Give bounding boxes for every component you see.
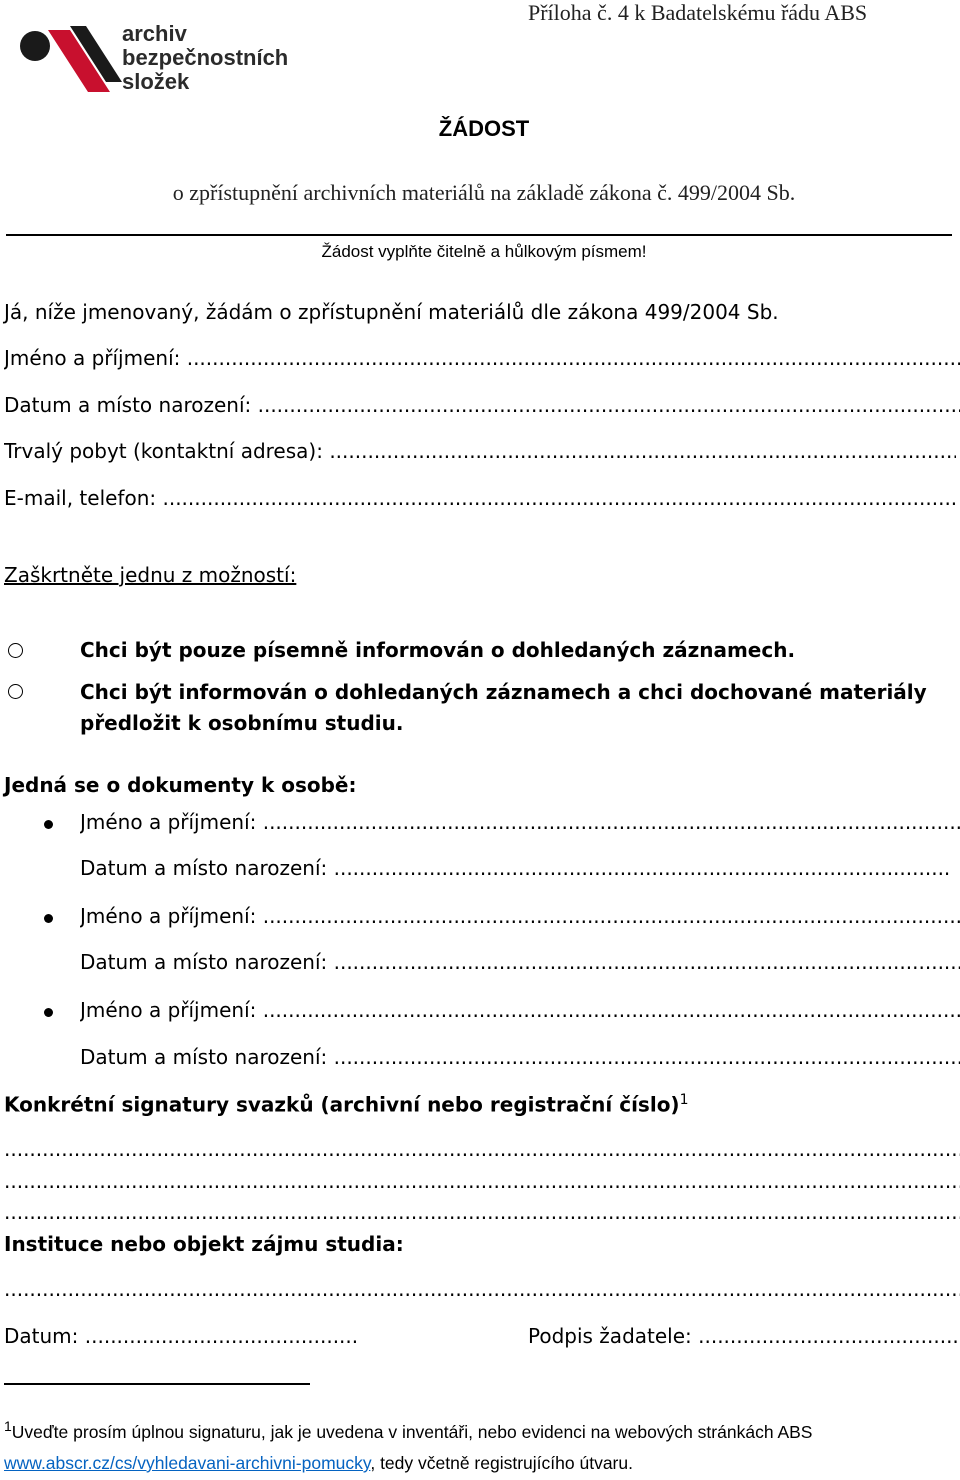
footnote-text: $^1$Uveďte prosím úplnou signaturu, jak je uvedena v inventáři, nebo evidenci na webových stránkách ABS xyxy=(4,1418,813,1442)
signature-line-3[interactable] xyxy=(4,1200,960,1224)
persons-heading: Jedná se o dokumenty k osobě: xyxy=(4,773,357,797)
attachment-note: Příloha č. 4 k Badatelskému řádu ABS xyxy=(528,0,868,25)
logo-text-line-2: bezpečnostních xyxy=(122,45,289,70)
footnote-text-cont: www.abscr.cz/cs/vyhledavani-archivni-pomucky, tedy včetně registrujícího útvaru. xyxy=(4,1453,633,1473)
applicant-address-field[interactable]: Trvalý pobyt (kontaktní adresa): ..... xyxy=(4,439,956,463)
person-1-name-field[interactable]: Jméno a příjmení: ..... xyxy=(80,810,960,834)
form-title: ŽÁDOST xyxy=(438,116,530,141)
logo-text-line-1: archiv xyxy=(122,21,187,46)
logo-text-line-3: složek xyxy=(122,69,190,94)
option-2-radio[interactable] xyxy=(8,684,23,699)
signatures-heading: Konkrétní signatury svazků (archivní nebo registrační číslo)$^1$ xyxy=(4,1092,689,1117)
person-2-name-field[interactable]: Jméno a příjmení: ..... xyxy=(80,904,960,928)
logo-mark-icon xyxy=(18,20,128,100)
applicant-signature-field[interactable]: Podpis žadatele: ..... xyxy=(528,1324,960,1348)
title-divider xyxy=(6,234,952,236)
signature-line-2[interactable] xyxy=(4,1169,960,1193)
date-field[interactable]: Datum: ..... xyxy=(4,1324,356,1348)
person-1-bullet xyxy=(44,820,53,829)
options-heading: Zaškrtněte jednu z možností: xyxy=(4,563,297,587)
form-subtitle: o zpřístupnění archivních materiálů na základě zákona č. 499/2004 Sb. xyxy=(172,180,796,205)
institution-line[interactable] xyxy=(4,1277,960,1301)
applicant-name-field[interactable]: Jméno a příjmení: ..... xyxy=(4,346,960,370)
applicant-contact-field[interactable]: E-mail, telefon: ..... xyxy=(4,486,956,510)
footnote-mark: 1 xyxy=(4,1418,12,1434)
footnote-reference: 1 xyxy=(679,1092,689,1108)
person-3-birth-field[interactable]: Datum a místo narození: ..... xyxy=(80,1045,960,1069)
person-2-bullet xyxy=(44,914,53,923)
person-2-birth-field[interactable]: Datum a místo narození: ..... xyxy=(80,950,960,974)
applicant-birth-field[interactable]: Datum a místo narození: ..... xyxy=(4,393,960,417)
intro-text: Já, níže jmenovaný, žádám o zpřístupnění materiálů dle zákona 499/2004 Sb. xyxy=(4,300,779,324)
option-1-label: Chci být pouze písemně informován o dohledaných záznamech. xyxy=(80,638,796,662)
person-3-bullet xyxy=(44,1008,53,1017)
footnote-divider xyxy=(4,1383,310,1385)
option-2-label: Chci být informován o dohledaných záznamech a chci dochované materiály xyxy=(80,680,927,704)
abs-logo xyxy=(18,20,338,100)
abs-search-link[interactable]: www.abscr.cz/cs/vyhledavani-archivni-pomucky xyxy=(4,1453,371,1473)
option-2-label-cont: předložit k osobnímu studiu. xyxy=(80,711,404,735)
signature-line-1[interactable] xyxy=(4,1137,960,1161)
option-1-radio[interactable] xyxy=(8,643,23,658)
person-1-birth-field[interactable]: Datum a místo narození: ..... xyxy=(80,856,952,880)
institution-heading: Instituce nebo objekt zájmu studia: xyxy=(4,1232,404,1256)
person-3-name-field[interactable]: Jméno a příjmení: ..... xyxy=(80,998,960,1022)
fill-instruction: Žádost vyplňte čitelně a hůlkovým písmem! xyxy=(321,242,647,261)
